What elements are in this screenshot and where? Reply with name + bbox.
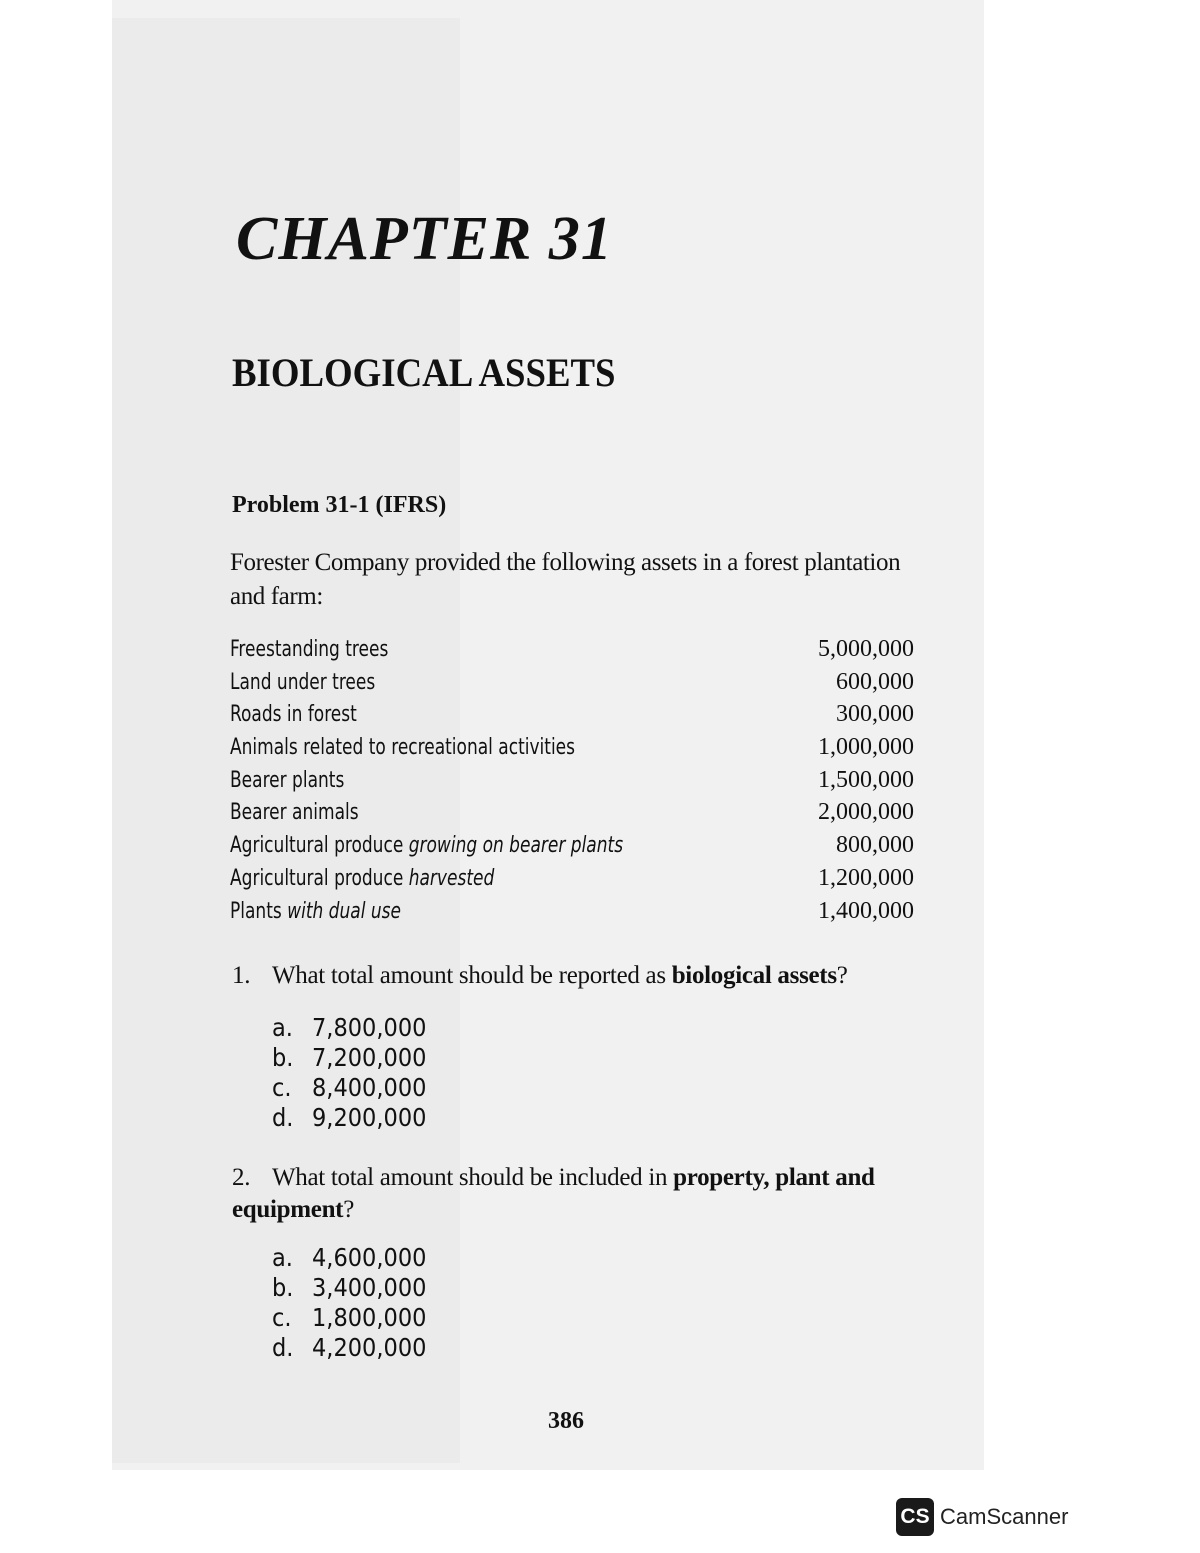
asset-row <box>230 898 914 931</box>
asset-row <box>230 734 914 767</box>
camscanner-watermark <box>896 1497 1068 1537</box>
asset-label: Agricultural produce growing on bearer plants <box>230 833 624 859</box>
answer-option[interactable]: b. 7,200,000 <box>272 1043 427 1072</box>
asset-amount: 300,000 <box>836 701 914 728</box>
question-2: 2. What total amount should be included in property, plant and equipment? <box>232 1164 875 1223</box>
answer-option[interactable]: a. 4,600,000 <box>272 1243 427 1272</box>
asset-label: Land under trees <box>230 669 376 695</box>
chapter-heading: CHAPTER 31 <box>236 205 613 273</box>
asset-list <box>230 636 914 930</box>
asset-label: Bearer animals <box>230 800 359 826</box>
asset-amount: 1,000,000 <box>818 734 914 761</box>
answer-option[interactable]: d. 9,200,000 <box>272 1103 427 1132</box>
camscanner-logo-icon: CS <box>896 1498 934 1536</box>
asset-label: Agricultural produce harvested <box>230 865 495 891</box>
asset-amount: 1,400,000 <box>818 897 914 924</box>
chapter-title: BIOLOGICAL ASSETS <box>232 350 616 395</box>
page-number: 386 <box>548 1408 584 1434</box>
asset-amount: 800,000 <box>836 832 914 859</box>
answer-option[interactable]: a. 7,800,000 <box>272 1013 427 1042</box>
asset-amount: 1,500,000 <box>818 766 914 793</box>
question-2-options <box>272 1243 426 1363</box>
asset-amount: 2,000,000 <box>818 799 914 826</box>
asset-label: Bearer plants <box>230 767 345 793</box>
asset-label: Plants with dual use <box>230 898 401 924</box>
asset-row <box>230 636 914 669</box>
question-number: 2. <box>232 1164 251 1191</box>
question-1: 1. What total amount should be reported as biological assets? <box>232 960 932 992</box>
asset-row <box>230 767 914 800</box>
answer-option[interactable]: d. 4,200,000 <box>272 1333 427 1362</box>
asset-amount: 1,200,000 <box>818 864 914 891</box>
answer-option[interactable]: c. 8,400,000 <box>272 1073 427 1102</box>
answer-option[interactable]: b. 3,400,000 <box>272 1273 427 1302</box>
question-1-options <box>272 1013 426 1133</box>
asset-row <box>230 865 914 898</box>
asset-row <box>230 701 914 734</box>
camscanner-brand: CamScanner <box>940 1504 1069 1529</box>
asset-row <box>230 799 914 832</box>
question-number: 1. <box>232 962 251 989</box>
asset-label: Roads in forest <box>230 702 357 728</box>
problem-intro: Forester Company provided the following assets in a forest plantation and farm: <box>230 549 901 610</box>
answer-option[interactable]: c. 1,800,000 <box>272 1303 427 1332</box>
asset-label: Animals related to recreational activities <box>230 735 576 761</box>
asset-amount: 5,000,000 <box>818 636 914 662</box>
asset-label: Freestanding trees <box>230 637 389 662</box>
asset-amount: 600,000 <box>836 668 914 695</box>
asset-row <box>230 832 914 865</box>
asset-row <box>230 669 914 702</box>
problem-title: Problem 31-1 (IFRS) <box>232 492 447 518</box>
